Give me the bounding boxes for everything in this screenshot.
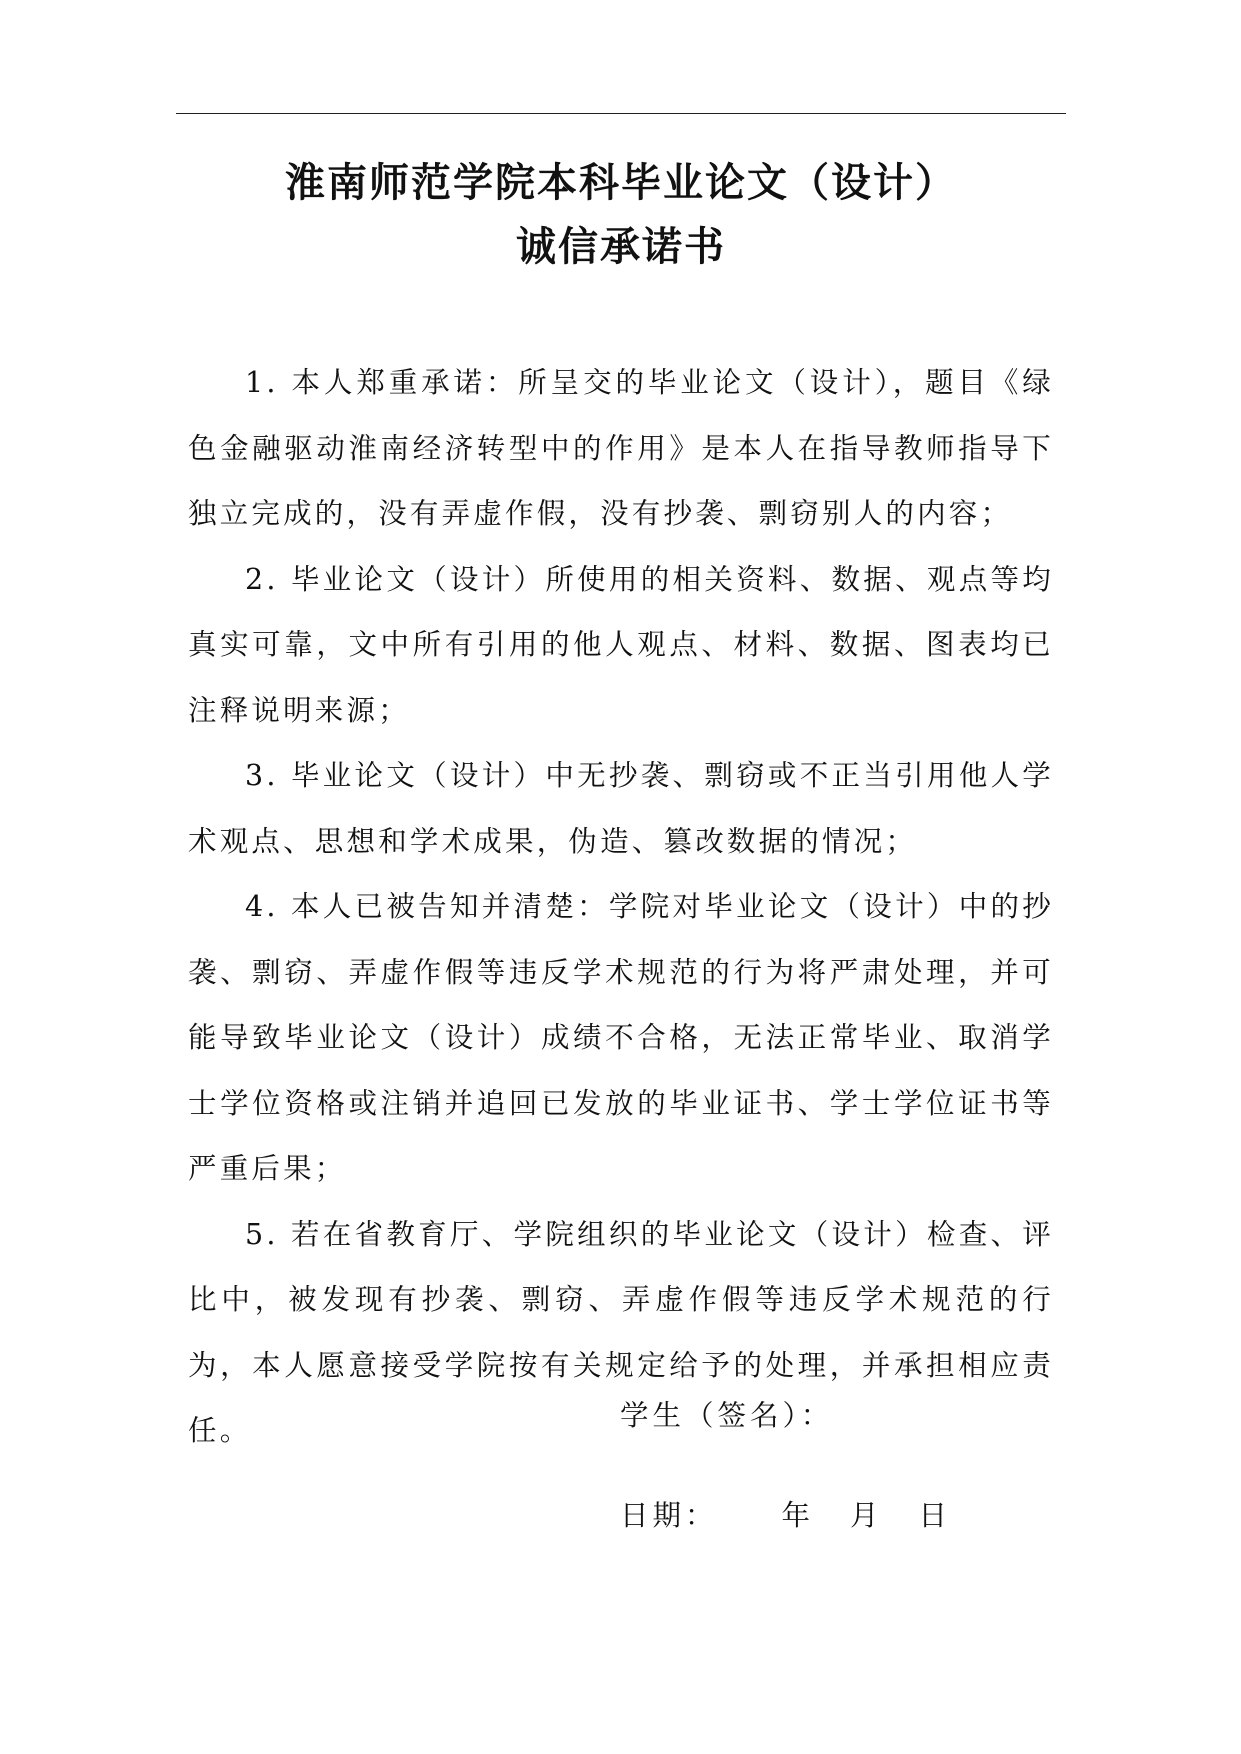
- pledge-body: [188, 350, 1054, 1464]
- date-month-label: 月: [850, 1499, 879, 1532]
- document-subtitle: 诚信承诺书: [516, 224, 726, 270]
- student-signature-label: 学生（签名）：: [620, 1399, 834, 1432]
- pledge-item-2: 2. 毕业论文（设计）所使用的相关资料、数据、观点等均真实可靠，文中所有引用的他人观点、材料、数据、图表均已注释说明来源；: [188, 562, 1054, 727]
- date-label: 日期：: [620, 1499, 718, 1532]
- pledge-item-3: 3. 毕业论文（设计）中无抄袭、剽窃或不正当引用他人学术观点、思想和学术成果，伪造、篡改数据的情况；: [188, 759, 1054, 858]
- document-title: 淮南师范学院本科毕业论文（设计）: [285, 160, 957, 206]
- date-day-label: 日: [918, 1499, 948, 1532]
- pledge-item-4: 4. 本人已被告知并清楚：学院对毕业论文（设计）中的抄袭、剽窃、弄虚作假等违反学术规范的行为将严肃处理，并可能导致毕业论文（设计）成绩不合格，无法正常毕业、取消学士学位资格或注销并追回已发放的毕业证书、学士学位证书等严重后果；: [188, 890, 1054, 1185]
- date-year-label: 年: [781, 1499, 811, 1532]
- header-rule: [176, 113, 1066, 114]
- pledge-item-1: 1. 本人郑重承诺：所呈交的毕业论文（设计），题目《绿色金融驱动淮南经济转型中的作用》是本人在指导教师指导下独立完成的，没有弄虚作假，没有抄袭、剽窃别人的内容；: [188, 366, 1054, 530]
- date-line: [620, 1496, 947, 1536]
- pledge-item-5: 5. 若在省教育厅、学院组织的毕业论文（设计）检查、评比中，被发现有抄袭、剽窃、弄虚作假等违反学术规范的行为，本人愿意接受学院按有关规定给予的处理，并承担相应责任。: [188, 1217, 1054, 1447]
